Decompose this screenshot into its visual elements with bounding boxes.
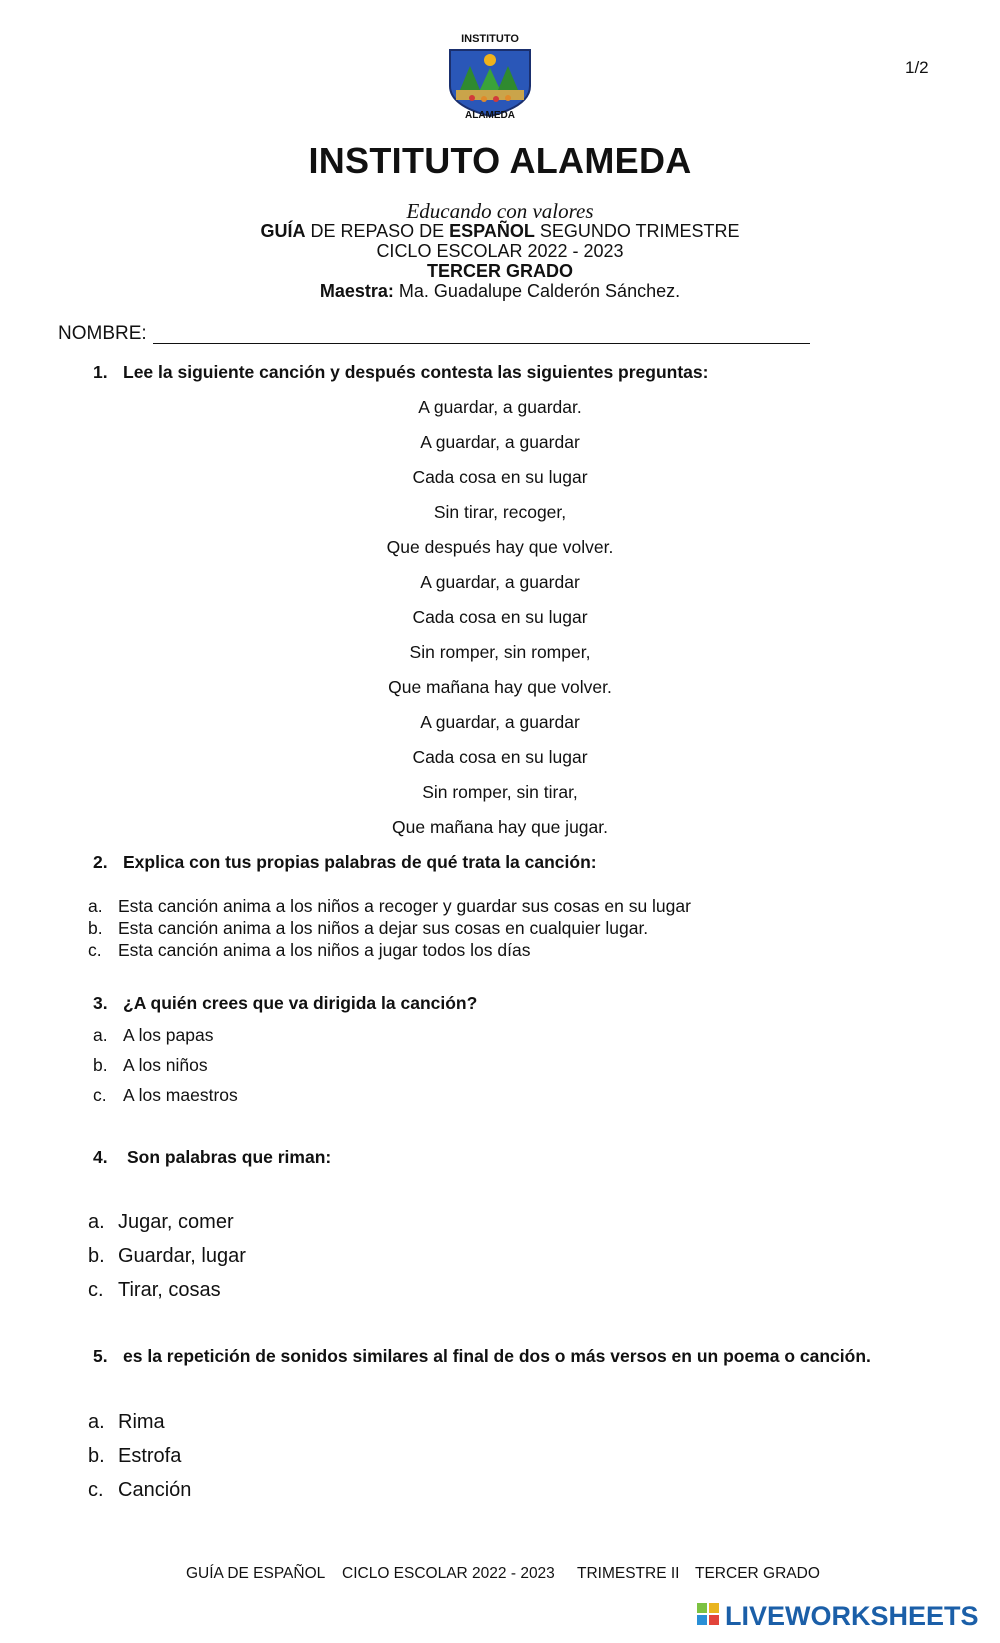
name-input-line[interactable]	[153, 343, 810, 344]
q5-option-a[interactable]: a. Rima	[88, 1411, 165, 1433]
song-line: Sin romper, sin tirar,	[422, 782, 578, 802]
q2-option-a[interactable]: a. Esta canción anima a los niños a recoger y guardar sus cosas en su lugar	[88, 896, 691, 916]
footer-grade: TERCER GRADO	[695, 1565, 820, 1582]
page-number: 1/2	[905, 58, 929, 77]
school-year: CICLO ESCOLAR 2022 - 2023	[376, 241, 624, 261]
song-line: Que mañana hay que jugar.	[392, 817, 608, 837]
school-logo	[438, 28, 542, 120]
footer-year: CICLO ESCOLAR 2022 - 2023	[342, 1565, 555, 1582]
song-line: Cada cosa en su lugar	[412, 747, 588, 767]
watermark-text: LIVEWORKSHEETS	[725, 1601, 979, 1631]
song-line: Sin tirar, recoger,	[433, 502, 567, 522]
question-2: 2. Explica con tus propias palabras de qué trata la canción:	[93, 852, 597, 872]
q2-option-c[interactable]: c. Esta canción anima a los niños a jugar todos los días	[88, 940, 531, 960]
q3-option-b[interactable]: b. A los niños	[93, 1055, 208, 1075]
teacher: Maestra: Ma. Guadalupe Calderón Sánchez.	[319, 281, 681, 301]
motto: Educando con valores	[406, 199, 594, 223]
question-1: 1. Lee la siguiente canción y después contesta las siguientes preguntas:	[93, 362, 709, 382]
song-line: A guardar, a guardar	[420, 572, 580, 592]
song-line: A guardar, a guardar	[420, 712, 580, 732]
song-line: A guardar, a guardar	[420, 432, 580, 452]
footer-term: TRIMESTRE II	[577, 1565, 680, 1582]
question-5: 5. es la repetición de sonidos similares al final de dos o más versos en un poema o canción.	[93, 1346, 871, 1366]
question-3: 3. ¿A quién crees que va dirigida la canción?	[93, 993, 478, 1013]
q5-option-b[interactable]: b. Estrofa	[88, 1445, 182, 1467]
q4-option-b[interactable]: b. Guardar, lugar	[88, 1245, 246, 1267]
q5-option-c[interactable]: c. Canción	[88, 1479, 192, 1501]
song-line: Que después hay que volver.	[386, 537, 614, 557]
song-line: A guardar, a guardar.	[418, 397, 582, 417]
q4-option-c[interactable]: c. Tirar, cosas	[88, 1279, 221, 1301]
song-line: Cada cosa en su lugar	[412, 467, 588, 487]
name-label: NOMBRE:	[58, 323, 147, 344]
school-name: INSTITUTO ALAMEDA	[308, 140, 692, 181]
liveworksheets-watermark	[697, 1599, 997, 1631]
logo-text-top: INSTITUTO	[461, 33, 519, 45]
song-line: Sin romper, sin romper,	[409, 642, 591, 662]
guide-title: GUÍA DE REPASO DE ESPAÑOL SEGUNDO TRIMESTRE	[260, 221, 740, 241]
logo-text-bottom: ALAMEDA	[465, 110, 515, 120]
song-line: Que mañana hay que volver.	[388, 677, 612, 697]
footer-guide: GUÍA DE ESPAÑOL	[186, 1565, 326, 1582]
question-4: 4. Son palabras que riman:	[93, 1147, 332, 1167]
q2-option-b[interactable]: b. Esta canción anima a los niños a dejar sus cosas en cualquier lugar.	[88, 918, 649, 938]
q3-option-a[interactable]: a. A los papas	[93, 1025, 214, 1045]
q4-option-a[interactable]: a. Jugar, comer	[88, 1211, 234, 1233]
song-line: Cada cosa en su lugar	[412, 607, 588, 627]
grade: TERCER GRADO	[426, 261, 573, 281]
q3-option-c[interactable]: c. A los maestros	[93, 1085, 238, 1105]
